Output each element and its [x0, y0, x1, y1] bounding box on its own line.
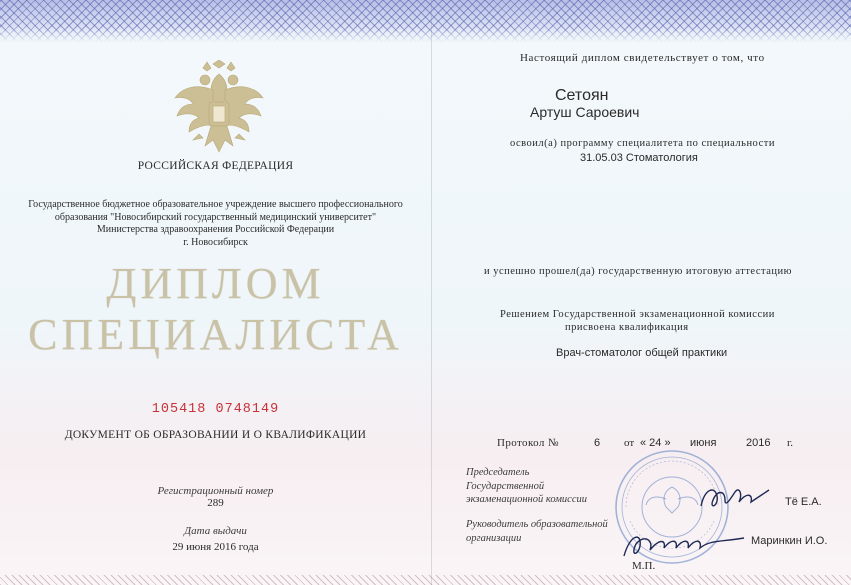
institution-block: [0, 199, 431, 249]
head-label: [466, 518, 608, 545]
registration-label: Регистрационный номер: [157, 485, 274, 497]
registration-number: 289: [207, 497, 224, 509]
chair-label-line: экзаменационной комиссии: [466, 494, 587, 505]
chair-label-line: Государственной: [466, 480, 545, 492]
guilloche-border-bottom: [0, 575, 851, 585]
commission-decision-line2: присвоена квалификация: [565, 322, 689, 333]
head-name: Маринкин И.О.: [751, 535, 828, 547]
institution-line: г. Новосибирск: [183, 236, 248, 248]
program-mastered-text: освоил(а) программу специалитета по специальности: [510, 138, 775, 149]
guilloche-border-top: [0, 0, 851, 42]
protocol-from-label: от: [624, 437, 635, 449]
center-fold: [431, 0, 432, 585]
commission-decision-line1: Решением Государственной экзаменационной комиссии: [500, 309, 775, 320]
intro-text: Настоящий диплом свидетельствует о том, что: [520, 52, 765, 64]
issue-date: 29 июня 2016 года: [172, 541, 259, 553]
country-name: РОССИЙСКАЯ ФЕДЕРАЦИЯ: [137, 160, 294, 172]
protocol-day: « 24 »: [640, 437, 671, 449]
institution-line: Министерства здравоохранения Российской Федерации: [96, 224, 335, 235]
head-label-line: Руководитель образовательной: [466, 519, 608, 530]
chair-name: Тё Е.А.: [785, 496, 822, 508]
protocol-year-suffix: г.: [787, 437, 794, 449]
protocol-number: 6: [594, 437, 601, 449]
graduate-surname: Сетоян: [555, 87, 609, 104]
graduate-given-names: Артуш Сароевич: [530, 104, 640, 120]
specialty: 31.05.03 Стоматология: [580, 152, 698, 164]
diploma-title-line2: СПЕЦИАЛИСТА: [28, 310, 403, 359]
protocol-label: Протокол №: [497, 437, 559, 449]
issue-date-label: Дата выдачи: [184, 525, 247, 537]
attestation-text: и успешно прошел(да) государственную итоговую аттестацию: [484, 266, 792, 277]
head-label-line: организации: [466, 532, 522, 544]
coat-of-arms-emblem: [173, 60, 265, 160]
protocol-year: 2016: [746, 437, 771, 449]
qualification: Врач-стоматолог общей практики: [556, 347, 728, 359]
protocol-month: июня: [690, 437, 717, 449]
institution-line: Государственное бюджетное образовательное учреждение высшего профессионального: [28, 199, 403, 210]
institution-line: образования "Новосибирский государственный медицинский университет": [54, 211, 377, 223]
serial-number: 105418 0748149: [151, 402, 280, 417]
seal-place-label: М.П.: [632, 560, 656, 572]
document-type: ДОКУМЕНТ ОБ ОБРАЗОВАНИИ И О КВАЛИФИКАЦИИ: [64, 429, 367, 441]
diploma-title-line1: ДИПЛОМ: [106, 259, 325, 308]
chair-label: [466, 466, 587, 507]
chair-signature: [695, 478, 775, 518]
chair-label-line: Председатель: [466, 467, 530, 478]
